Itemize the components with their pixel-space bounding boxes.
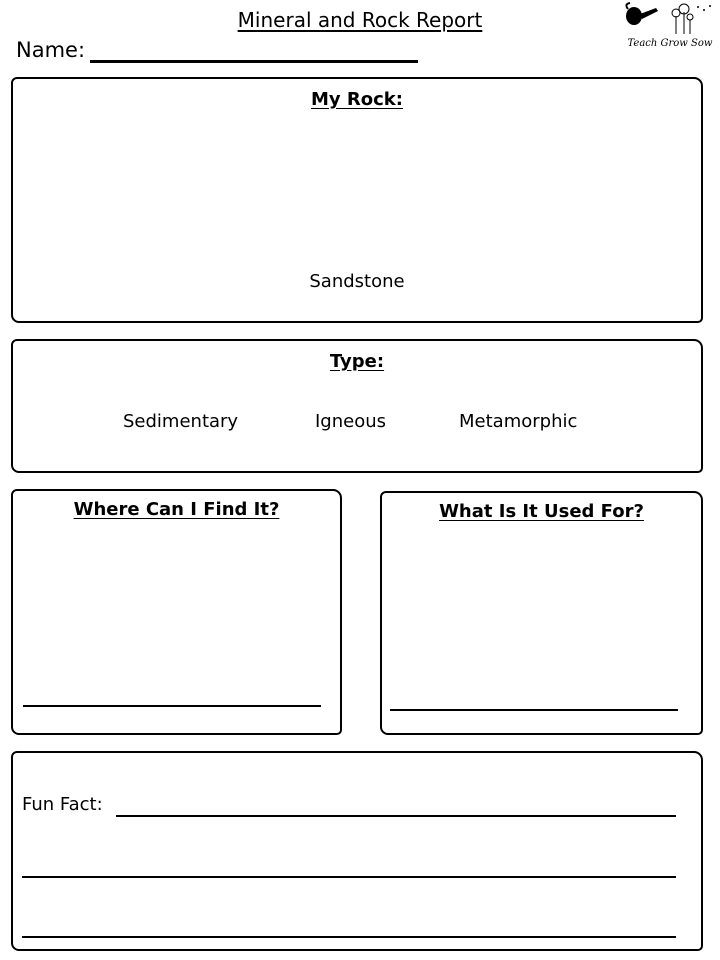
my-rock-box (11, 77, 703, 323)
logo-text: Teach Grow Sow (627, 38, 713, 49)
fun-fact-line-1[interactable] (116, 815, 676, 817)
watering-can-icon (620, 0, 720, 40)
fun-fact-box (11, 751, 703, 951)
type-box (11, 339, 703, 473)
teach-grow-sow-logo (620, 0, 720, 56)
name-input-line[interactable] (90, 60, 418, 63)
used-heading: What Is It Used For? (439, 501, 644, 522)
used-box (380, 491, 703, 735)
my-rock-heading: My Rock: (311, 89, 403, 110)
type-option-sedimentary[interactable]: Sedimentary (123, 411, 239, 432)
type-option-igneous[interactable]: Igneous (315, 411, 387, 432)
type-heading: Type: (329, 351, 385, 372)
name-label: Name: (16, 38, 86, 62)
where-heading: Where Can I Find It? (73, 499, 280, 520)
fun-fact-line-2[interactable] (22, 876, 676, 878)
used-answer-line[interactable] (390, 709, 678, 711)
type-option-metamorphic[interactable]: Metamorphic (459, 411, 578, 432)
fun-fact-label: Fun Fact: (22, 794, 103, 815)
where-answer-line[interactable] (23, 705, 321, 707)
where-box (11, 489, 342, 735)
rock-name: Sandstone (309, 271, 405, 292)
fun-fact-line-3[interactable] (22, 936, 676, 938)
worksheet-title: Mineral and Rock Report (237, 8, 483, 32)
